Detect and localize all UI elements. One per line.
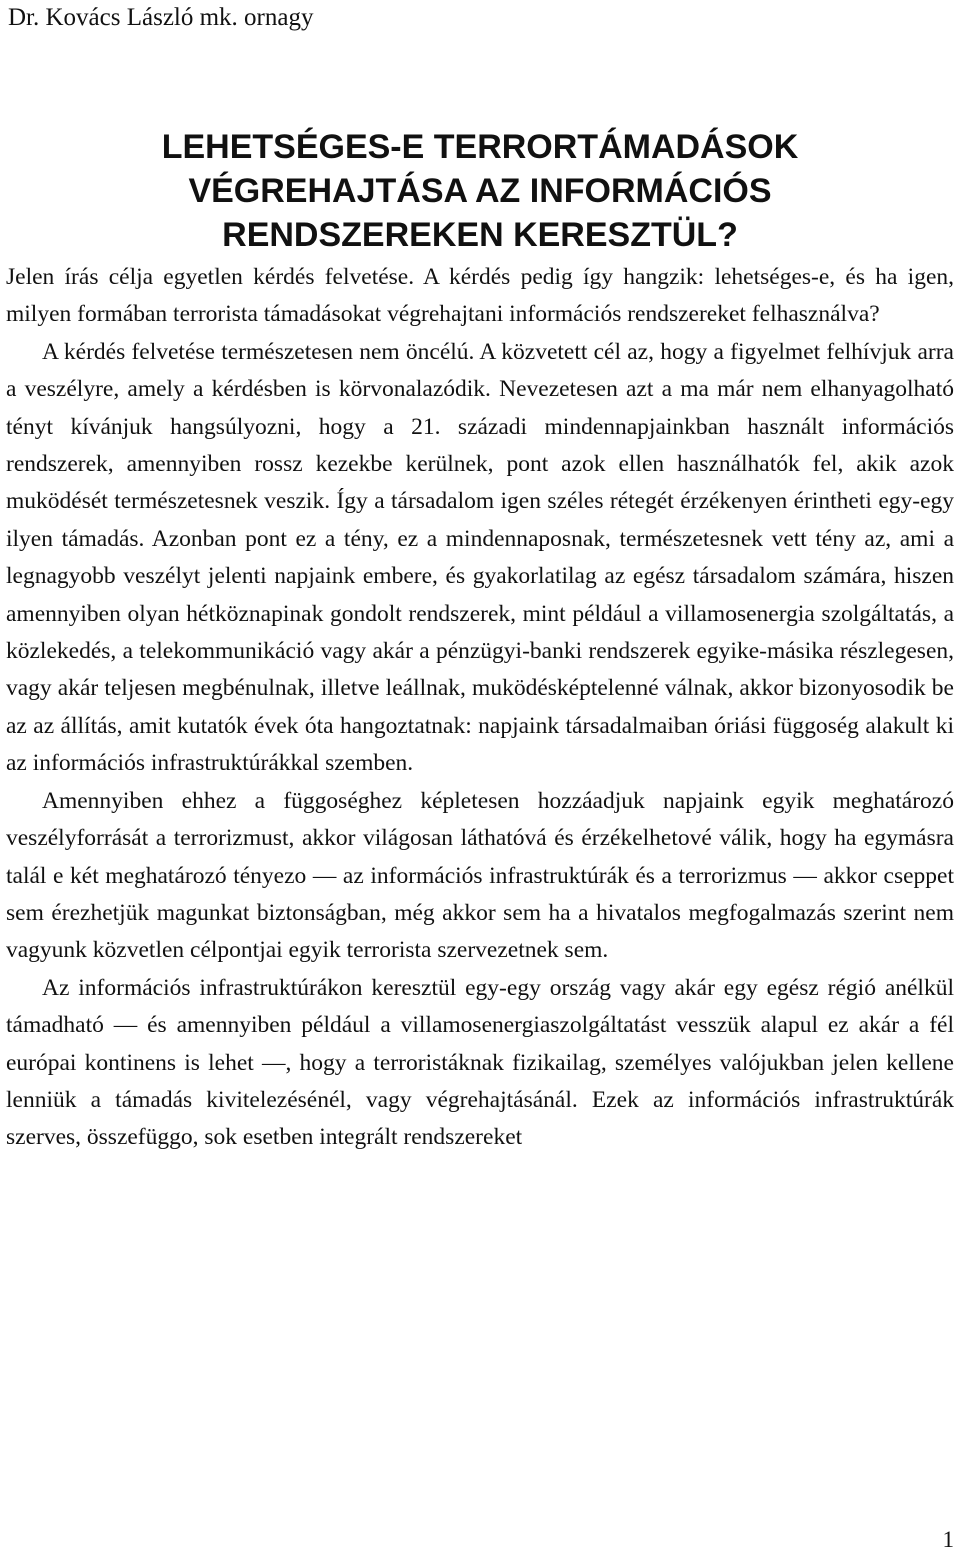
document-title bbox=[6, 125, 954, 257]
document-page bbox=[6, 0, 954, 1556]
paragraph-2: A kérdés felvetése természetesen nem öncélú. A közvetett cél az, hogy a figyelmet felhívjuk arra a veszélyre, amely a kérdésben is körvonalazódik. Nevezetesen azt a ma már nem elhanyagolható tényt kívánjuk hangsúlyozni, hogy a 21. századi mindennapjainkban használt információs rendszerek, amennyiben rossz kezekbe kerülnek, pont azok ellen használhatók fel, akik azok muködését természetesnek veszik. Így a társadalom igen széles rétegét érzékenyen érintheti egy-egy ilyen támadás. Azonban pont ez a tény, ez a mindennaposnak, természetesnek vett tény az, ami a legnagyobb veszélyt jelenti napjaink embere, és gyakorlatilag az egész társadalom számára, hiszen amennyiben olyan hétköznapinak gondolt rendszerek, mint például a villamosenergia szolgáltatás, a közlekedés, a telekommunikáció vagy akár a pénzügyi-banki rendszerek egyike-másika részlegesen, vagy akár teljesen megbénulnak, illetve leállnak, muködésképtelenné válnak, akkor bizonyosodik be az az állítás, amit kutatók évek óta hangoztatnak: napjaink társadalmaiban óriási függoség alakult ki az információs infrastruktúrákkal szemben. bbox=[6, 338, 954, 777]
paragraph-4: Az információs infrastruktúrákon keresztül egy-egy ország vagy akár egy egész régió anélkül támadható — és amennyiben például a villamosenergiaszolgáltatást vesszük alapul ez akár a fél európai kontinens is lehet —, hogy a terroristáknak fizikailag, személyes valójukban jelen kellene lenniük a támadás kivitelezésénél, vagy végrehajtásánál. Ezek az információs infrastruktúrák szerves, összefüggo, sok esetben integrált rendszereket bbox=[6, 974, 954, 1151]
title-line-1: LEHETSÉGES-E TERRORTÁMADÁSOK bbox=[161, 128, 799, 166]
document-body bbox=[6, 259, 954, 1157]
title-line-2: VÉGREHAJTÁSA AZ INFORMÁCIÓS bbox=[188, 172, 772, 210]
paragraph-1: Jelen írás célja egyetlen kérdés felvetése. A kérdés pedig így hangzik: lehetséges-e, és ha igen, milyen formában terrorista támadásokat végrehajtani információs rendszereket felhasználva? bbox=[6, 264, 954, 328]
author-line: Dr. Kovács László mk. ornagy bbox=[8, 4, 314, 31]
paragraph-3: Amennyiben ehhez a függoséghez képletesen hozzáadjuk napjaink egyik meghatározó veszélyforrását a terrorizmust, akkor világosan láthatóvá és érzékelhetové válik, hogy ha egymásra talál e két meghatározó tényezo — az információs infrastruktúrák és a terrorizmus — akkor cseppet sem érezhetjük magunkat biztonságban, még akkor sem ha a hivatalos megfogalmazás szerint nem vagyunk közvetlen célpontjai egyik terrorista szervezetnek sem. bbox=[6, 787, 954, 964]
title-line-3: RENDSZEREKEN KERESZTÜL? bbox=[222, 216, 738, 254]
page-number: 1 bbox=[942, 1527, 954, 1552]
